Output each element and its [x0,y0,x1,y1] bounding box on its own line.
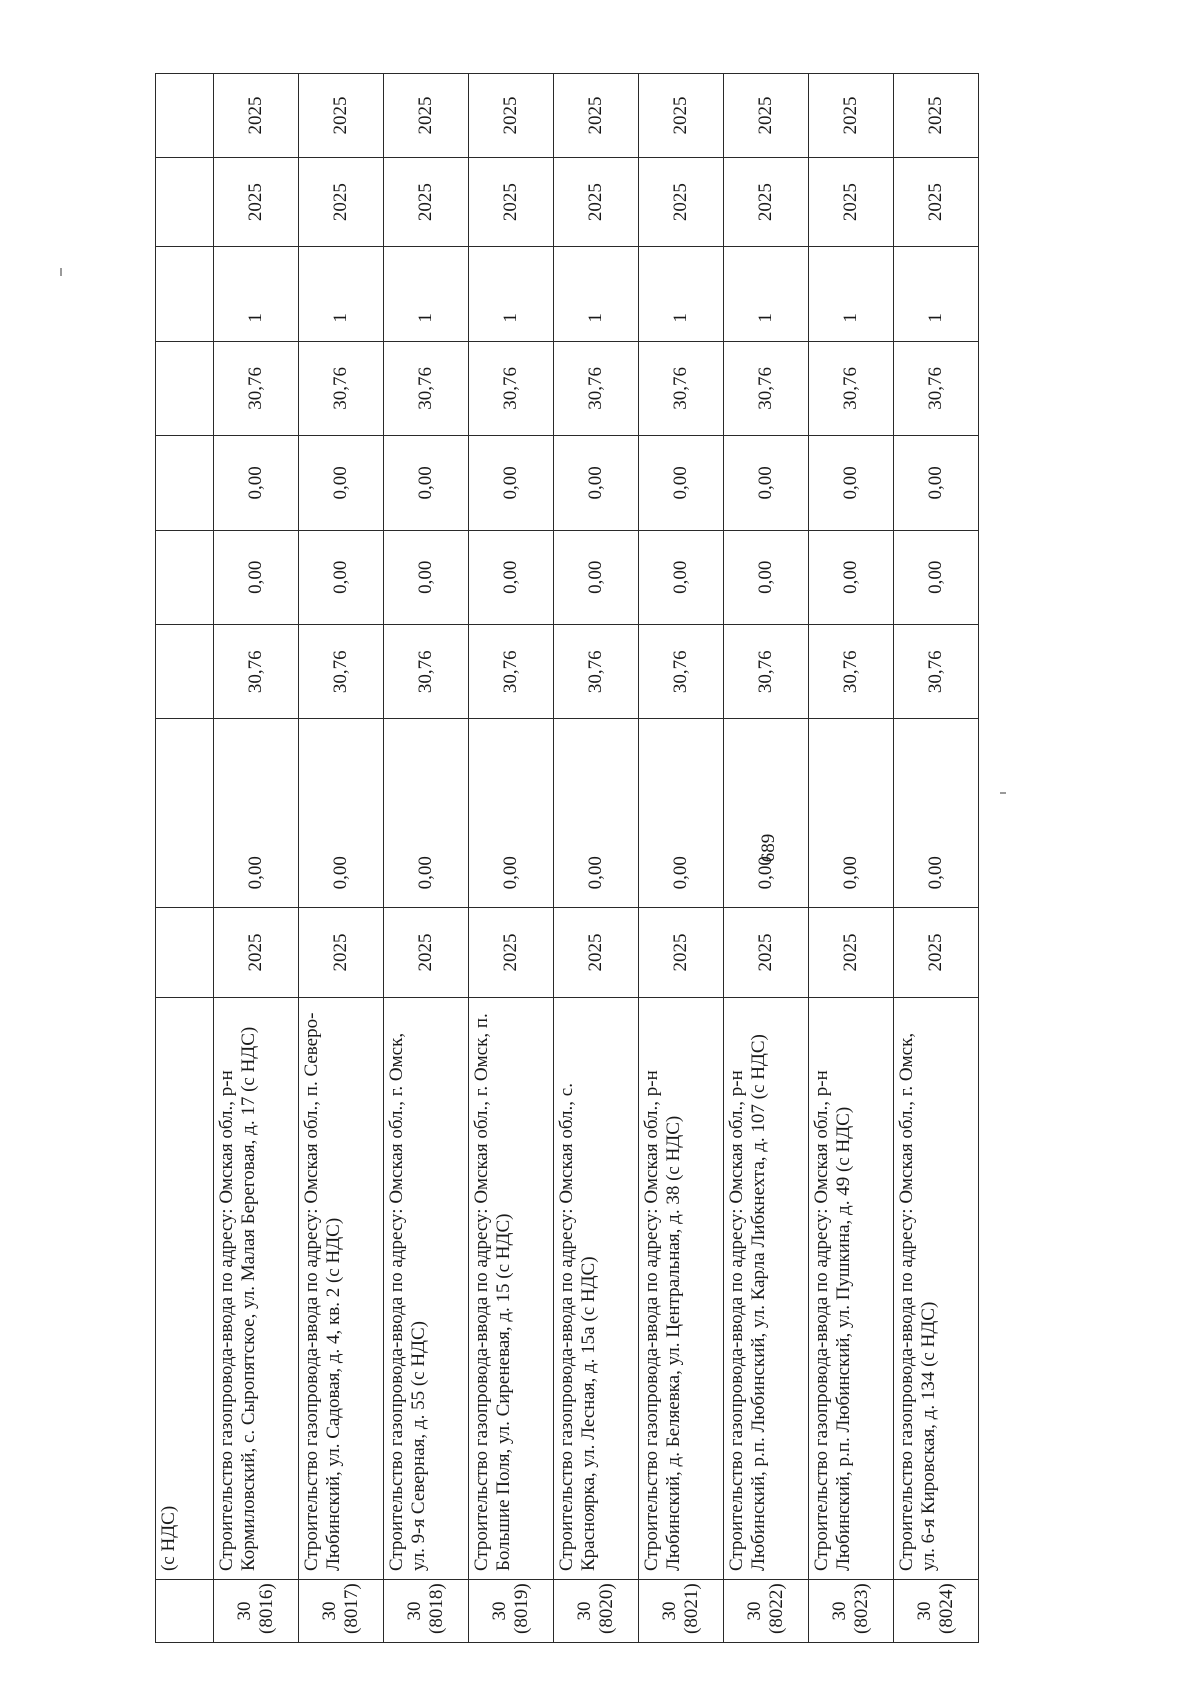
value-cell: 30,76 [469,625,554,719]
start-year-cell: 2025 [724,157,809,246]
table-cell-empty [156,625,214,719]
year-cell: 2025 [384,908,469,997]
row-number-cell: 30 (8016) [214,1580,299,1643]
value-cell: 30,76 [299,625,384,719]
description-cell: Строительство газопровода-ввода по адресу: Омская обл., р-н Любинский, д. Беляевка, ул. Центральная, д. 38 (с НДС) [639,997,724,1579]
value-cell: 0,00 [554,719,639,908]
value-cell: 0,00 [724,719,809,908]
value-cell: 30,76 [809,341,894,435]
count-cell: 1 [639,247,724,341]
year-cell: 2025 [469,908,554,997]
row-number-cell: 30 (8024) [894,1580,979,1643]
description-cell: (с НДС) [156,997,214,1579]
scan-speck [60,268,62,276]
table-cell-empty [156,157,214,246]
table-row [299,74,384,1643]
row-number-cell: 30 (8019) [469,1580,554,1643]
value-cell: 30,76 [214,341,299,435]
table-cell-empty [156,436,214,530]
description-cell: Строительство газопровода-ввода по адресу: Омская обл., р-н Кормиловский, с. Сыропятское, ул. Малая Береговая, д. 17 (с НДС) [214,997,299,1579]
table-row [809,74,894,1643]
end-year-cell: 2025 [894,74,979,158]
count-cell: 1 [894,247,979,341]
value-cell: 0,00 [384,530,469,624]
value-cell: 0,00 [809,530,894,624]
year-cell: 2025 [894,908,979,997]
value-cell: 30,76 [724,625,809,719]
end-year-cell: 2025 [724,74,809,158]
value-cell: 0,00 [384,436,469,530]
count-cell: 1 [384,247,469,341]
table-cell-empty [156,908,214,997]
table-row [724,74,809,1643]
value-cell: 0,00 [469,436,554,530]
table-row [469,74,554,1643]
row-number-cell: 30 (8017) [299,1580,384,1643]
row-number-cell: 30 (8021) [639,1580,724,1643]
end-year-cell: 2025 [299,74,384,158]
end-year-cell: 2025 [469,74,554,158]
rotated-table-container [155,73,1035,1643]
count-cell: 1 [299,247,384,341]
value-cell: 0,00 [299,719,384,908]
value-cell: 0,00 [894,719,979,908]
description-cell: Строительство газопровода-ввода по адресу: Омская обл., п. Северо-Любинский, ул. Садовая, д. 4, кв. 2 (с НДС) [299,997,384,1579]
value-cell: 30,76 [384,341,469,435]
value-cell: 30,76 [469,341,554,435]
value-cell: 0,00 [554,436,639,530]
value-cell: 0,00 [214,530,299,624]
value-cell: 0,00 [724,436,809,530]
value-cell: 30,76 [894,341,979,435]
value-cell: 30,76 [894,625,979,719]
value-cell: 0,00 [724,530,809,624]
year-cell: 2025 [639,908,724,997]
description-cell: Строительство газопровода-ввода по адресу: Омская обл., р-н Любинский, р.п. Любинский, ул. Карла Либкнехта, д. 107 (с НДС) [724,997,809,1579]
table-cell-empty [156,247,214,341]
count-cell: 1 [214,247,299,341]
value-cell: 0,00 [214,719,299,908]
value-cell: 30,76 [299,341,384,435]
value-cell: 30,76 [809,625,894,719]
end-year-cell: 2025 [554,74,639,158]
table-row [894,74,979,1643]
start-year-cell: 2025 [554,157,639,246]
value-cell: 0,00 [809,436,894,530]
projects-table [155,73,979,1643]
value-cell: 0,00 [214,436,299,530]
value-cell: 0,00 [469,530,554,624]
value-cell: 30,76 [554,625,639,719]
count-cell: 1 [809,247,894,341]
continuation-row [156,74,214,1643]
table-cell-empty [156,74,214,158]
value-cell: 0,00 [554,530,639,624]
description-cell: Строительство газопровода-ввода по адресу: Омская обл., г. Омск, п. Большие Поля, ул. Сиреневая, д. 15 (с НДС) [469,997,554,1579]
row-number-cell: 30 (8018) [384,1580,469,1643]
start-year-cell: 2025 [469,157,554,246]
count-cell: 1 [469,247,554,341]
value-cell: 0,00 [894,436,979,530]
table-cell-empty [156,341,214,435]
value-cell: 30,76 [639,341,724,435]
table-body [156,74,979,1643]
year-cell: 2025 [214,908,299,997]
table-row [384,74,469,1643]
count-cell: 1 [554,247,639,341]
end-year-cell: 2025 [384,74,469,158]
row-number-cell: 30 (8023) [809,1580,894,1643]
year-cell: 2025 [299,908,384,997]
start-year-cell: 2025 [384,157,469,246]
count-cell: 1 [724,247,809,341]
value-cell: 0,00 [809,719,894,908]
start-year-cell: 2025 [214,157,299,246]
page-number: 689 [758,833,779,863]
description-cell: Строительство газопровода-ввода по адресу: Омская обл., р-н Любинский, р.п. Любинский, ул. Пушкина, д. 49 (с НДС) [809,997,894,1579]
row-number-cell: 30 (8022) [724,1580,809,1643]
end-year-cell: 2025 [809,74,894,158]
description-cell: Строительство газопровода-ввода по адресу: Омская обл., г. Омск, ул. 9-я Северная, д. 55 (с НДС) [384,997,469,1579]
year-cell: 2025 [724,908,809,997]
year-cell: 2025 [809,908,894,997]
value-cell: 30,76 [639,625,724,719]
table-cell-empty [156,719,214,908]
table-row [554,74,639,1643]
value-cell: 0,00 [299,530,384,624]
row-number-cell: 30 (8020) [554,1580,639,1643]
table-row [214,74,299,1643]
end-year-cell: 2025 [214,74,299,158]
description-cell: Строительство газопровода-ввода по адресу: Омская обл., с. Красноярка, ул. Лесная, д. 15а (с НДС) [554,997,639,1579]
value-cell: 0,00 [639,436,724,530]
start-year-cell: 2025 [299,157,384,246]
value-cell: 0,00 [469,719,554,908]
table-row [639,74,724,1643]
start-year-cell: 2025 [809,157,894,246]
start-year-cell: 2025 [894,157,979,246]
value-cell: 30,76 [554,341,639,435]
value-cell: 0,00 [384,719,469,908]
year-cell: 2025 [554,908,639,997]
end-year-cell: 2025 [639,74,724,158]
value-cell: 30,76 [384,625,469,719]
value-cell: 0,00 [639,719,724,908]
table-cell-empty [156,530,214,624]
value-cell: 30,76 [214,625,299,719]
value-cell: 0,00 [299,436,384,530]
value-cell: 0,00 [639,530,724,624]
table-cell-empty [156,1580,214,1643]
value-cell: 30,76 [724,341,809,435]
start-year-cell: 2025 [639,157,724,246]
description-cell: Строительство газопровода-ввода по адресу: Омская обл., г. Омск, ул. 6-я Кировская, д. 134 (с НДС) [894,997,979,1579]
value-cell: 0,00 [894,530,979,624]
